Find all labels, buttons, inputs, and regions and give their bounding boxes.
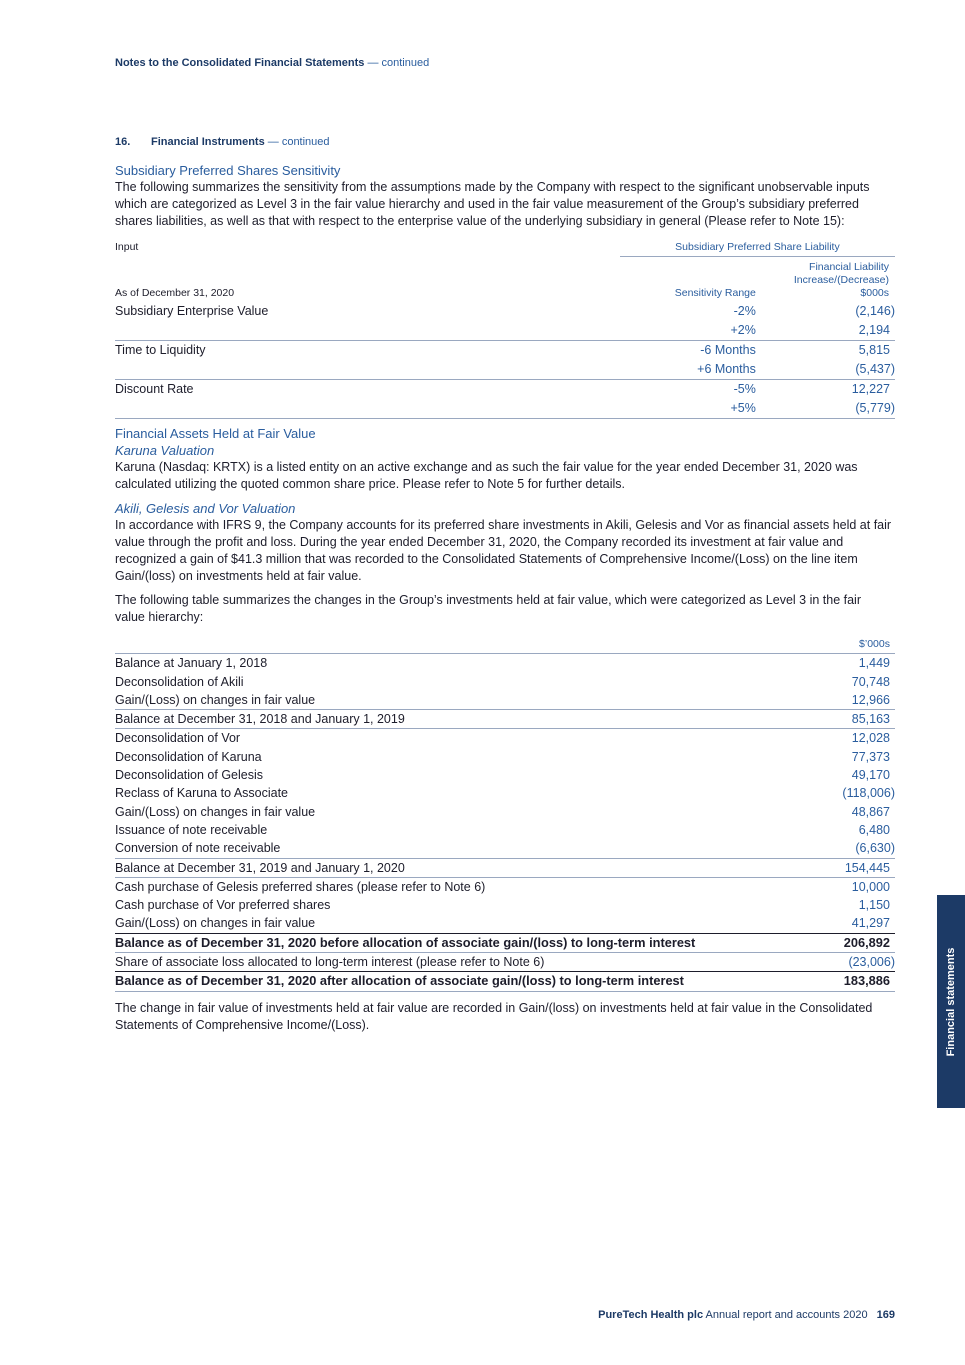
sens-value: 2,194: [756, 321, 895, 341]
running-head-title: Notes to the Consolidated Financial Statements: [115, 57, 365, 69]
akili-heading: Akili, Gelesis and Vor Valuation: [115, 501, 296, 516]
running-head-suffix: — continued: [367, 57, 430, 69]
table-row: Gain/(Loss) on changes in fair value 12,966: [115, 692, 890, 707]
col-date: As of December 31, 2020: [115, 287, 235, 299]
sensitivity-header-row-1: [115, 241, 895, 257]
table-row: Conversion of note receivable (6,630): [115, 841, 895, 856]
table-row-subtotal: Balance at December 31, 2018 and January 1, 2019 85,163: [115, 710, 895, 729]
sens-range: -6 Months: [700, 343, 756, 357]
sens-value: (5,437): [756, 360, 895, 380]
sensitivity-table: [115, 241, 895, 419]
sens-value: (2,146): [855, 304, 895, 318]
footer-doc: Annual report and accounts 2020: [705, 1309, 868, 1321]
page-number: 169: [876, 1309, 895, 1321]
table-row: Deconsolidation of Karuna 77,373: [115, 749, 890, 764]
col-liability: Financial Liability Increase/(Decrease) $000s: [793, 261, 889, 299]
fair-value-heading: Financial Assets Held at Fair Value: [115, 426, 316, 441]
sens-value: 5,815: [858, 343, 890, 357]
table-row: Gain/(Loss) on changes in fair value 41,297: [115, 914, 895, 933]
sens-range: -5%: [733, 382, 756, 396]
table-row: Reclass of Karuna to Associate (118,006): [115, 786, 895, 801]
table-row-total: Balance as of December 31, 2020 before allocation of associate gain/(loss) to long-term interest 206,892: [115, 933, 895, 952]
sens-row-1a: [115, 341, 895, 361]
sens-value: (5,779): [756, 399, 895, 419]
sens-range: +6 Months: [620, 360, 756, 380]
karuna-text: Karuna (Nasdaq: KRTX) is a listed entity on an active exchange and as such the fair value for the year ended December 31, 2020 was calculated utilizing the quoted common share price. Please refer to Note 5 for further details.: [115, 460, 858, 491]
col-input: Input: [115, 241, 139, 253]
table-row: Deconsolidation of Gelesis 49,170: [115, 768, 890, 783]
investments-table: [115, 635, 895, 992]
table-row: Cash purchase of Gelesis preferred shares (please refer to Note 6) 10,000: [115, 877, 895, 896]
investments-unit-row: [115, 635, 895, 654]
sens-row-2b: [115, 399, 895, 419]
col-group: Subsidiary Preferred Share Liability: [620, 241, 895, 257]
sens-input: Discount Rate: [115, 382, 194, 396]
footer-company: PureTech Health plc: [598, 1309, 704, 1321]
page-content: [115, 136, 895, 1041]
unit-label: $’000s: [830, 635, 895, 654]
akili-text: In accordance with IFRS 9, the Company accounts for its preferred share investments in Akili, Gelesis and Vor as financial assets held at fair value through the profit and loss. During the year ended December 31, 2020, the Company recorded its investment at fair value and recognized a gain of $41.3 million that was recorded to the Consolidated Statements of Comprehensive Income/(Loss) on the line item Gain/(loss) on investments held at fair value.: [115, 518, 892, 583]
closing-text: The change in fair value of investments held at fair value are recorded in Gain/(loss) on investments held at fair value in the Consolidated Statements of Comprehensive Income/(Loss).: [115, 1000, 873, 1032]
sensitivity-intro: The following summarizes the sensitivity from the assumptions made by the Company with respect to the significant unobservable inputs which are categorized as Level 3 in the fair value hierarchy and used in the fair value measurement of the Group’s subsidiary preferred shares liabilities, as well as that with respect to the enterprise value of the underlying subsidiary in general (Please refer to Note 15):: [115, 180, 870, 228]
section-heading: [115, 136, 895, 148]
table-row: Issuance of note receivable 6,480: [115, 822, 890, 837]
sens-input: Time to Liquidity: [115, 343, 206, 357]
side-tab: [937, 895, 965, 1108]
table-intro: The following table summarizes the changes in the Group’s investments held at fair value, which were categorized as Level 3 in the fair value hierarchy:: [115, 593, 861, 624]
sens-value: 12,227: [851, 382, 890, 396]
section-number: 16.: [115, 136, 131, 148]
sensitivity-heading: Subsidiary Preferred Shares Sensitivity: [115, 163, 341, 178]
sens-row-1b: [115, 360, 895, 380]
sens-range: +2%: [620, 321, 756, 341]
table-row: Share of associate loss allocated to long-term interest (please refer to Note 6) (23,006): [115, 953, 895, 972]
running-head: [115, 57, 429, 69]
col-range: Sensitivity Range: [674, 287, 756, 299]
footer: [598, 1309, 895, 1321]
sens-row-0a: [115, 302, 895, 321]
table-row: Gain/(Loss) on changes in fair value 48,867: [115, 804, 890, 819]
sens-range: -2%: [733, 304, 756, 318]
table-row: Balance at January 1, 2018 1,449: [115, 656, 890, 671]
table-row: Cash purchase of Vor preferred shares 1,150: [115, 898, 890, 913]
table-row: Deconsolidation of Akili 70,748: [115, 674, 890, 689]
sens-row-2a: [115, 380, 895, 400]
sens-input: Subsidiary Enterprise Value: [115, 304, 269, 318]
table-row: Deconsolidation of Vor 12,028: [115, 729, 895, 748]
section-title: Financial Instruments: [151, 136, 265, 148]
section-suffix: — continued: [267, 136, 330, 148]
sensitivity-header-row-2: [115, 257, 895, 303]
sens-row-0b: [115, 321, 895, 341]
table-row-subtotal: Balance at December 31, 2019 and January 1, 2020 154,445: [115, 858, 895, 877]
table-row-total: Balance as of December 31, 2020 after allocation of associate gain/(loss) to long-term interest 183,886: [115, 972, 895, 991]
karuna-heading: Karuna Valuation: [115, 443, 215, 458]
side-tab-label: Financial statements: [945, 947, 957, 1056]
sens-range: +5%: [620, 399, 756, 419]
